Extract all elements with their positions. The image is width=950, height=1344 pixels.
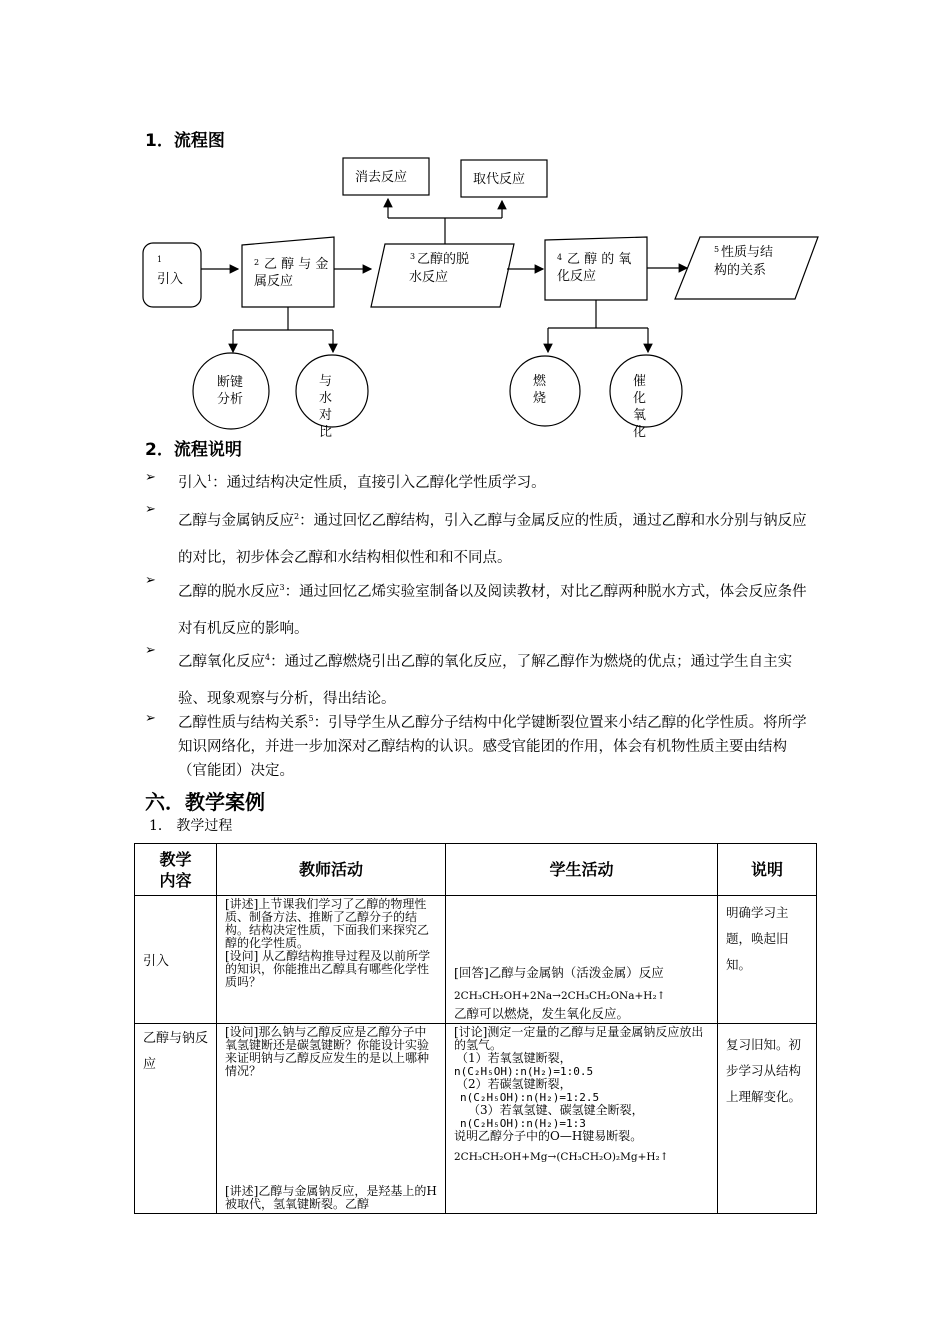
- bullet-icon: ➢: [145, 711, 156, 726]
- list-item: 乙醇与金属钠反应$^2$：通过回忆乙醇结构，引入乙醇与金属反应的性质，通过乙醇和水分别与钠反应的对比，初步体会乙醇和水结构相似性和和不同点。: [178, 512, 807, 566]
- node-num: 3: [410, 252, 416, 261]
- bullet-icon: ➢: [145, 643, 156, 658]
- cell-student: [讨论]测定一定量的乙醇与足量金属钠反应放出的氢气。 （1）若氧氢键断裂， n(C₂H₅OH):n(H₂)=1:0.5 （2）若碳氢键断裂， n(C₂H₅OH):n(H₂)=1:2.5 （3）若氧氢键、碳氢键全断裂， n(C₂H₅OH):n(H₂)=1:3 说明乙醇分子中的O—H键易断裂。 2CH₃CH₂OH+Mg→(CH₃CH₂O)₂Mg+H₂↑: [446, 1024, 718, 1214]
- section-heading-flowchart: 1．流程图: [145, 131, 225, 151]
- node-num: 4: [557, 253, 563, 262]
- circle-label: 断键: [217, 375, 244, 390]
- flowchart: [0, 0, 950, 445]
- section-heading-explanation: 2．流程说明: [145, 435, 242, 460]
- subheading-teaching-process: 1． 教学过程: [149, 818, 233, 834]
- cell-note: 明确学习主题，唤起旧知。: [718, 896, 817, 1024]
- node-label: 水反应: [409, 270, 449, 285]
- table-header-row: [135, 844, 817, 896]
- cell-teacher: [讲述]上节课我们学习了乙醇的物理性质、制备方法、推断了乙醇分子的结构。结构决定性质，下面我们来探究乙醇的化学性质。 [设问] 从乙醇结构推导过程及以前所学的知识，你能推出乙醇具有哪些化学性质吗？: [217, 896, 446, 1024]
- top-box-label: 消去反应: [355, 170, 408, 185]
- cell-teacher: [设问]那么钠与乙醇反应是乙醇分子中氧氢键断还是碳氢键断？你能设计实验来证明钠与乙醇反应发生的是以上哪种情况？ [讲述]乙醇与金属钠反应，是羟基上的H被取代，氢氧键断裂。乙醇: [217, 1024, 446, 1214]
- node-label: 乙 醇 的 氧: [567, 252, 632, 267]
- column-header: 教学内容: [135, 844, 217, 896]
- circle-label: 水: [319, 391, 333, 406]
- bullet-icon: ➢: [145, 502, 156, 517]
- bullet-icon: ➢: [145, 470, 156, 485]
- teaching-table: [134, 843, 817, 1214]
- circle-label: 对: [319, 408, 333, 423]
- node-label: 乙 醇 与 金: [264, 257, 329, 272]
- list-item: 乙醇氧化反应$^4$：通过乙醇燃烧引出乙醇的氧化反应，了解乙醇作为燃烧的优点；通过学生自主实验、现象观察与分析，得出结论。: [178, 653, 793, 707]
- node-label: 引入: [157, 272, 184, 287]
- table-row: [135, 896, 817, 1024]
- node-num: 5: [714, 245, 720, 254]
- circle-label: 与: [319, 374, 333, 389]
- section-heading-teaching-case: 六．教学案例: [145, 790, 265, 814]
- top-box-label: 取代反应: [473, 172, 526, 187]
- column-header: 说明: [718, 844, 817, 896]
- list-item: 引入$^1$：通过结构决定性质，直接引入乙醇化学性质学习。: [178, 474, 546, 491]
- cell-student: [回答]乙醇与金属钠（活泼金属）反应 2CH₃CH₂OH+2Na→2CH₃CH₂ONa+H₂↑ 乙醇可以燃烧，发生氧化反应。: [446, 896, 718, 1024]
- circle-label: 烧: [533, 391, 547, 406]
- node-label: 化反应: [557, 269, 597, 284]
- node-label: 乙醇的脱: [417, 252, 470, 267]
- node-metal-reaction: [242, 237, 334, 307]
- column-header: 教师活动: [217, 844, 446, 896]
- circle-label: 氧: [633, 408, 647, 423]
- circle-label: 化: [633, 391, 647, 406]
- table-row: [135, 1024, 817, 1214]
- cell-content: 乙醇与钠反应: [135, 1024, 217, 1214]
- bullet-icon: ➢: [145, 573, 156, 588]
- circle-label: 燃: [533, 374, 547, 389]
- circle-label: 化: [633, 425, 647, 440]
- circle-label: 比: [319, 425, 333, 440]
- circle-label: 催: [633, 374, 647, 389]
- list-item: 乙醇的脱水反应$^3$：通过回忆乙烯实验室制备以及阅读教材，对比乙醇两种脱水方式，体会反应条件对有机反应的影响。: [178, 583, 807, 637]
- cell-content: 引入: [135, 896, 217, 1024]
- circle-label: 分析: [217, 392, 244, 407]
- node-num: 1: [157, 255, 163, 264]
- node-label: 构的关系: [714, 263, 767, 278]
- cell-note: 复习旧知。初步学习从结构上理解变化。: [718, 1024, 817, 1214]
- list-item: 乙醇性质与结构关系$^5$：引导学生从乙醇分子结构中化学键断裂位置来小结乙醇的化学性质。将所学知识网络化，并进一步加深对乙醇结构的认识。感受官能团的作用，体会有机物性质主要由结构（官能团）决定。: [178, 714, 807, 779]
- column-header: 学生活动: [446, 844, 718, 896]
- node-label: 属反应: [254, 274, 294, 289]
- node-num: 2: [254, 258, 260, 267]
- node-label: 性质与结: [721, 245, 774, 260]
